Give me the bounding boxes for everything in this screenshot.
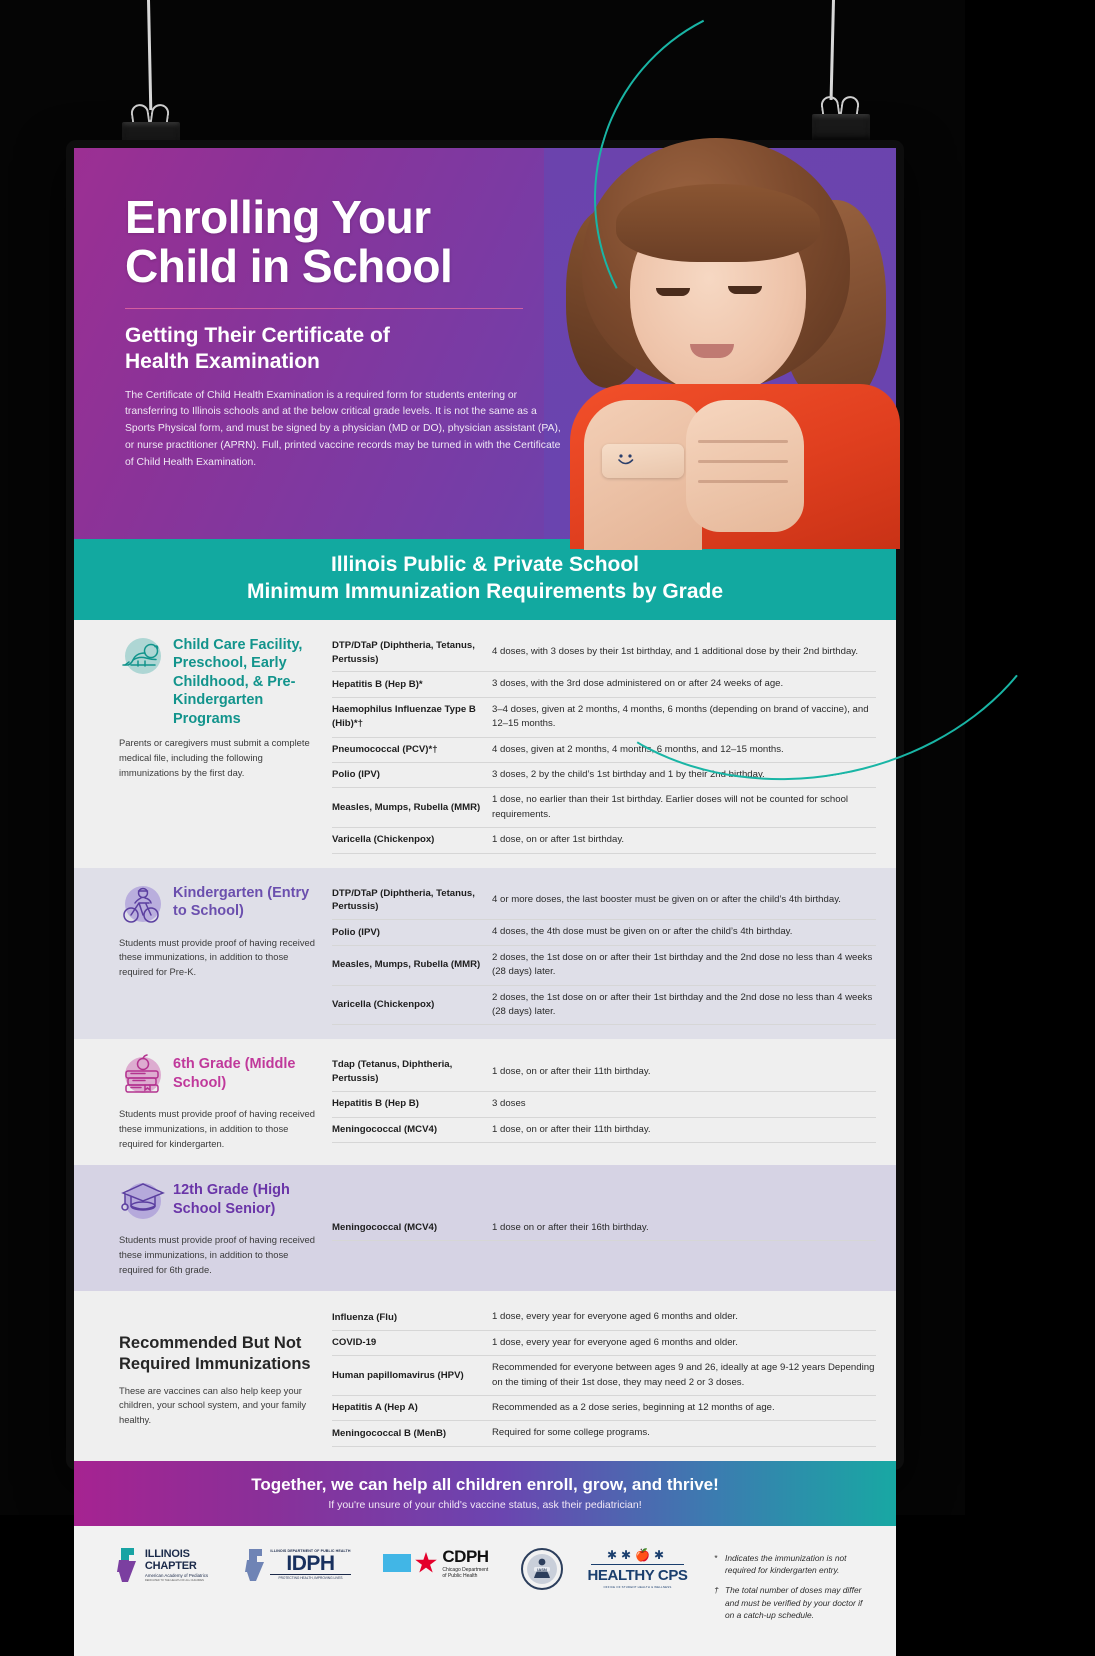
vaccine-requirement: 1 dose, every year for everyone aged 6 months and older. — [492, 1336, 738, 1348]
section-header — [74, 882, 332, 1026]
footnotes — [714, 1548, 868, 1629]
vaccine-requirement: 1 dose, every year for everyone aged 6 months and older. — [492, 1311, 738, 1323]
poster-title-line1: Enrolling Your — [125, 191, 431, 243]
logo-strip — [74, 1526, 896, 1656]
vaccine-requirement: 3 doses — [492, 1098, 526, 1110]
vaccine-name: DTP/DTaP (Diphtheria, Tetanus, Pertussis) — [332, 887, 475, 913]
vaccine-name: Polio (IPV) — [332, 926, 380, 938]
vaccine-requirement: 1 dose, no earlier than their 1st birthday. Earlier doses will not be counted for school requirements. — [492, 794, 849, 820]
section-header — [74, 634, 332, 854]
vaccine-requirement: 4 or more doses, the last booster must be given on or after the child’s 4th birthday. — [492, 894, 841, 906]
graduation-cap-icon — [119, 1179, 165, 1225]
footnote-item — [714, 1584, 868, 1622]
child-on-bicycle-icon — [119, 882, 165, 928]
books-glyph — [119, 1053, 165, 1099]
footnote-item — [714, 1552, 868, 1577]
table-row — [332, 1118, 876, 1143]
cdph-main: CDPH — [442, 1546, 489, 1566]
table-row — [332, 1092, 876, 1117]
poster — [74, 148, 896, 1621]
section-note: Students must provide proof of having received these immunizations, in addition to those required for kindergarten. — [119, 1108, 315, 1149]
books-and-apple-icon — [119, 1053, 165, 1099]
vaccine-name: Varicella (Chickenpox) — [332, 998, 435, 1010]
cta-headline: Together, we can help all children enroll, grow, and thrive! — [251, 1474, 719, 1494]
poster-subtitle — [125, 323, 565, 375]
section-header — [74, 1053, 332, 1151]
vaccine-name: Meningococcal B (MenB) — [332, 1427, 447, 1439]
requirements-table — [332, 882, 896, 1026]
subtitle-line2: Health Examination — [125, 349, 320, 373]
section-title: Kindergarten (Entry to School) — [173, 884, 310, 920]
cdph-sub2: of Public Health — [442, 1572, 478, 1579]
vaccine-requirement: 3 doses, with the 3rd dose administered on or after 24 weeks of age. — [492, 678, 784, 690]
table-row — [332, 920, 876, 945]
hero-section — [74, 148, 896, 539]
poster-board — [66, 140, 904, 1621]
section-note: These are vaccines can also help keep your children, your school system, and your family healthy. — [119, 1384, 307, 1425]
footnote-text: Indicates the immunization is not required for kindergarten entry. — [725, 1552, 847, 1576]
footnote-marker: * — [714, 1552, 718, 1563]
vaccine-name: Influenza (Flu) — [332, 1311, 398, 1323]
table-row — [332, 882, 876, 921]
table-row — [332, 1421, 876, 1446]
vaccine-name: Polio (IPV) — [332, 769, 380, 781]
vaccine-name: Haemophilus Influenzae Type B (Hib)*† — [332, 704, 476, 730]
aap-line3: American Academy of Pediatrics — [144, 1572, 209, 1578]
aap-line2: CHAPTER — [144, 1559, 197, 1572]
requirements-table — [332, 1305, 896, 1446]
vaccine-requirement: 2 doses, the 1st dose on or after their 1st birthday and the 2nd dose no less than 4 weeks (28 days) later. — [492, 991, 873, 1017]
iasn-logo — [513, 1548, 571, 1590]
requirements-table — [332, 1179, 896, 1277]
vaccine-requirement: 2 doses, the 1st dose on or after their 1st birthday and the 2nd dose no less than 4 weeks (28 days) later. — [492, 951, 873, 978]
vaccine-requirement: 1 dose, on or after 1st birthday. — [492, 834, 625, 846]
vaccine-name: Tdap (Tetanus, Diphtheria, Pertussis) — [332, 1059, 453, 1085]
cdph-logo — [371, 1548, 501, 1579]
idph-main: IDPH — [286, 1552, 335, 1576]
iasn-seal-icon — [521, 1548, 563, 1590]
table-row — [332, 1053, 876, 1092]
aap-line4: DEDICATED TO THE HEALTH OF ALL CHILDREN — [144, 1578, 204, 1582]
vaccine-requirement: 4 doses, given at 2 months, 4 months, 6 months, and 12–15 months. — [492, 743, 784, 755]
idph-logo — [240, 1548, 355, 1582]
vaccine-requirement: Recommended for everyone between ages 9 and 26, ideally at age 9-12 years Depending on the timing of their 1st dose, they may need 2 or 3 doses. — [492, 1362, 875, 1388]
vaccine-requirement: 1 dose on or after their 16th birthday. — [492, 1221, 649, 1233]
table-row — [332, 986, 876, 1026]
poster-title-line2: Child in School — [125, 239, 453, 292]
vaccine-name: Hepatitis B (Hep B)* — [332, 678, 423, 690]
table-row — [332, 1331, 876, 1356]
footnote-marker: † — [714, 1584, 719, 1595]
section-header — [74, 1179, 332, 1277]
section-grade-12 — [74, 1165, 896, 1291]
cdph-sub1: Chicago Department — [442, 1566, 489, 1573]
table-row — [332, 1396, 876, 1421]
vaccine-requirement: 3 doses, 2 by the child’s 1st birthday and 1 by their 2nd birthday. — [492, 768, 765, 780]
banner-line1: Illinois Public & Private School — [330, 553, 640, 576]
section-title: Child Care Facility, Preschool, Early Childhood, & Pre-Kindergarten Programs — [173, 636, 303, 727]
vaccine-name: Human papillomavirus (HPV) — [332, 1369, 464, 1381]
illinois-aap-logo — [102, 1548, 222, 1582]
banner-line2: Minimum Immunization Requirements by Grade — [246, 580, 724, 604]
vaccine-name: Pneumococcal (PCV)*† — [332, 743, 438, 755]
title-divider — [125, 308, 523, 309]
vaccine-requirement: Required for some college programs. — [492, 1427, 650, 1439]
cps-main: HEALTHY CPS — [587, 1566, 688, 1584]
chicago-star-icon — [414, 1551, 438, 1575]
vaccine-requirement: 3–4 doses, given at 2 months, 4 months, 6 months (depending on brand of vaccine), and 12–15 months. — [492, 703, 869, 730]
idph-top: ILLINOIS DEPARTMENT OF PUBLIC HEALTH — [270, 1549, 351, 1554]
table-row — [332, 946, 876, 986]
table-row — [332, 788, 876, 828]
vaccine-requirement: Recommended as a 2 dose series, beginning at 12 months of age. — [492, 1401, 775, 1413]
stars-apple-icon: ✱✱🍎✱ — [606, 1547, 669, 1562]
cps-sub: OFFICE OF STUDENT HEALTH & WELLNESS — [603, 1584, 672, 1589]
idph-state-icon — [244, 1548, 268, 1582]
baby-glyph — [119, 634, 165, 680]
section-kindergarten — [74, 868, 896, 1040]
requirements-table — [332, 1053, 896, 1151]
vaccine-name: COVID-19 — [332, 1336, 377, 1348]
section-grade-6 — [74, 1039, 896, 1165]
section-title: 6th Grade (Middle School) — [173, 1056, 296, 1091]
vaccine-name: DTP/DTaP (Diphtheria, Tetanus, Pertussis) — [332, 639, 475, 665]
healthy-cps-logo — [585, 1548, 690, 1589]
subtitle-line1: Getting Their Certificate of — [125, 323, 390, 347]
illinois-state-icon — [116, 1548, 140, 1582]
vaccine-name: Hepatitis A (Hep A) — [332, 1402, 418, 1414]
section-note: Students must provide proof of having received these immunizations, in addition to those required for 6th grade. — [119, 1234, 315, 1275]
vaccine-requirement: 4 doses, with 3 doses by their 1st birthday, and 1 additional dose by their 2nd birthday. — [492, 646, 859, 658]
chicago-flag-bar-icon — [383, 1554, 411, 1572]
table-row — [332, 828, 876, 853]
crawling-baby-icon — [119, 634, 165, 680]
vaccine-name: Meningococcal (MCV4) — [332, 1123, 438, 1135]
vaccine-name: Hepatitis B (Hep B) — [332, 1098, 419, 1110]
vaccine-name: Measles, Mumps, Rubella (MMR) — [332, 801, 481, 813]
vaccine-name: Measles, Mumps, Rubella (MMR) — [332, 959, 481, 971]
svg-text:IASN: IASN — [537, 1566, 547, 1572]
hero-body-paragraph: The Certificate of Child Health Examination is a required form for students entering or transferring to Illinois schools and at the below critical grade levels. It is not the same as a Sports Physical form, and must be signed by a physician (MD or DO), physician assistant (PA), or nurse practitioner (APRN). Full, printed vaccine records may be turned in with the Certificate of Child Health Examination. — [125, 389, 561, 468]
hanging-string-left — [147, 0, 152, 110]
section-title: Recommended But Not Required Immunizations — [119, 1334, 311, 1374]
cta-subline: If you're unsure of your child's vaccine status, ask their pediatrician! — [328, 1498, 642, 1511]
cta-banner — [74, 1461, 896, 1526]
bicycle-glyph — [119, 882, 165, 928]
vaccine-requirement: 1 dose, on or after their 11th birthday. — [492, 1123, 651, 1135]
table-row — [332, 1216, 876, 1241]
section-title: 12th Grade (High School Senior) — [173, 1182, 290, 1217]
hero-text — [125, 193, 565, 472]
vaccine-requirement: 1 dose, on or after their 11th birthday. — [492, 1066, 651, 1077]
vaccine-name: Varicella (Chickenpox) — [332, 834, 435, 846]
aap-line1: ILLINOIS — [144, 1547, 190, 1560]
table-row — [332, 1305, 876, 1330]
section-note: Parents or caregivers must submit a complete medical file, including the following immunizations by the first day. — [119, 737, 310, 778]
section-note: Students must provide proof of having received these immunizations, in addition to those required for Pre-K. — [119, 936, 315, 977]
vaccine-requirement: 4 doses, the 4th dose must be given on or after the child’s 4th birthday. — [492, 926, 793, 938]
section-recommended — [74, 1291, 896, 1460]
table-row — [332, 1356, 876, 1396]
section-header — [74, 1305, 332, 1446]
cap-glyph — [119, 1179, 165, 1225]
idph-bottom: PROTECTING HEALTH, IMPROVING LIVES — [270, 1574, 350, 1580]
vaccine-name: Meningococcal (MCV4) — [332, 1221, 438, 1233]
footnote-text: The total number of doses may differ and must be verified by your doctor if on a catch-up schedule. — [725, 1584, 863, 1621]
